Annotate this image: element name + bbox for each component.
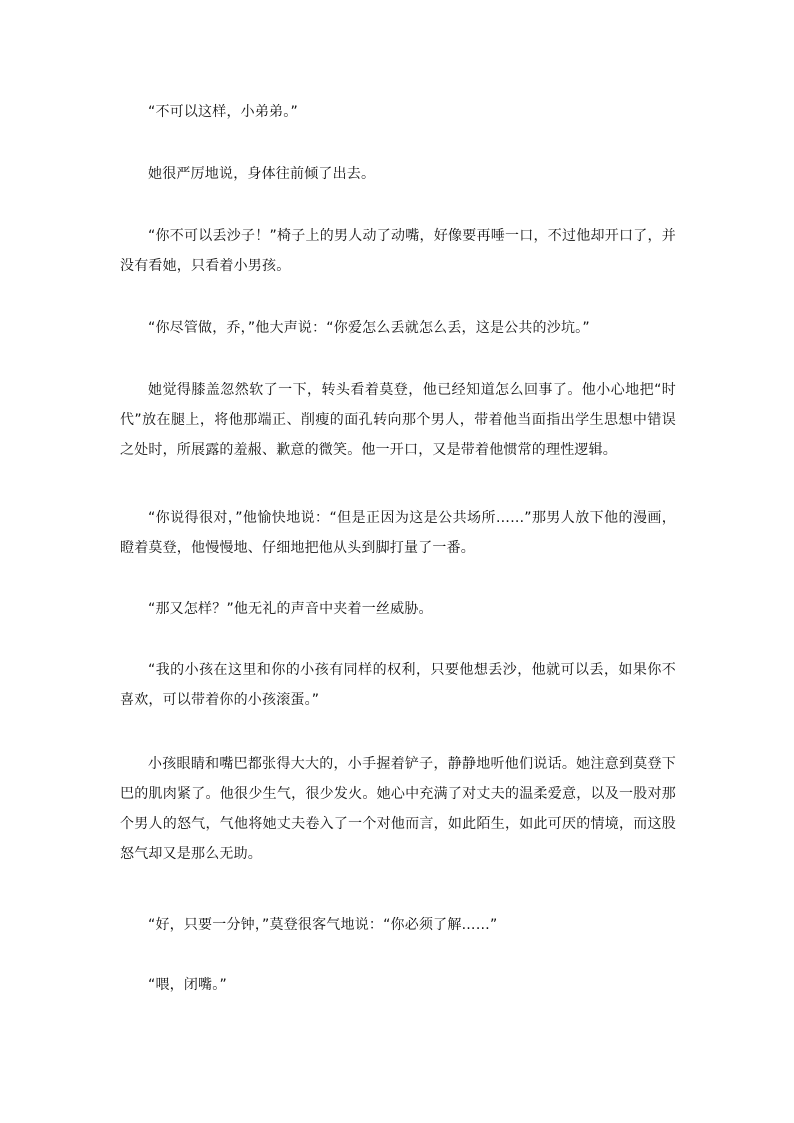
paragraph-9: 小孩眼睛和嘴巴都张得大大的，小手握着铲子，静静地听他们说话。她注意到莫登下巴的肌肉紧了。他很少生气，很少发火。她心中充满了对丈夫的温柔爱意，以及一股对那个男人的怒气，气他将她丈夫卷入了一个对他而言，如此陌生，如此可厌的情境，而这股怒气却又是那么无助。 bbox=[120, 756, 676, 862]
paragraph-7: “那又怎样？”他无礼的声音中夹着一丝威胁。 bbox=[148, 601, 433, 617]
paragraph-11: “喂，闭嘴。” bbox=[148, 977, 227, 993]
paragraph-4: “你尽管做，乔，”他大声说：“你爱怎么丢就怎么丢，这是公共的沙坑。” bbox=[148, 320, 590, 336]
paragraph-5: 她觉得膝盖忽然软了一下，转头看着莫登，他已经知道怎么回事了。他小心地把“时代”放在腿上，将他那端正、削瘦的面孔转向那个男人，带着他当面指出学生思想中错误之处时，所展露的羞赧、歉意的微笑。他一开口，又是带着他惯常的理性逻辑。 bbox=[120, 382, 676, 458]
paragraph-10: “好，只要一分钟，”莫登很客气地说：“你必须了解……” bbox=[148, 917, 498, 933]
paragraph-3: “你不可以丢沙子！”椅子上的男人动了动嘴，好像要再唾一口，不过他却开口了，并没有看她，只看着小男孩。 bbox=[120, 228, 676, 274]
paragraph-2: 她很严厉地说，身体往前倾了出去。 bbox=[148, 166, 376, 182]
paragraph-6: “你说得很对，”他愉快地说：“但是正因为这是公共场所……”那男人放下他的漫画，瞪着莫登，他慢慢地、仔细地把他从头到脚打量了一番。 bbox=[120, 510, 676, 556]
paragraph-1: “不可以这样，小弟弟。” bbox=[148, 104, 298, 120]
paragraph-8: “我的小孩在这里和你的小孩有同样的权利，只要他想丢沙，他就可以丢，如果你不喜欢，可以带着你的小孩滚蛋。” bbox=[120, 662, 676, 708]
